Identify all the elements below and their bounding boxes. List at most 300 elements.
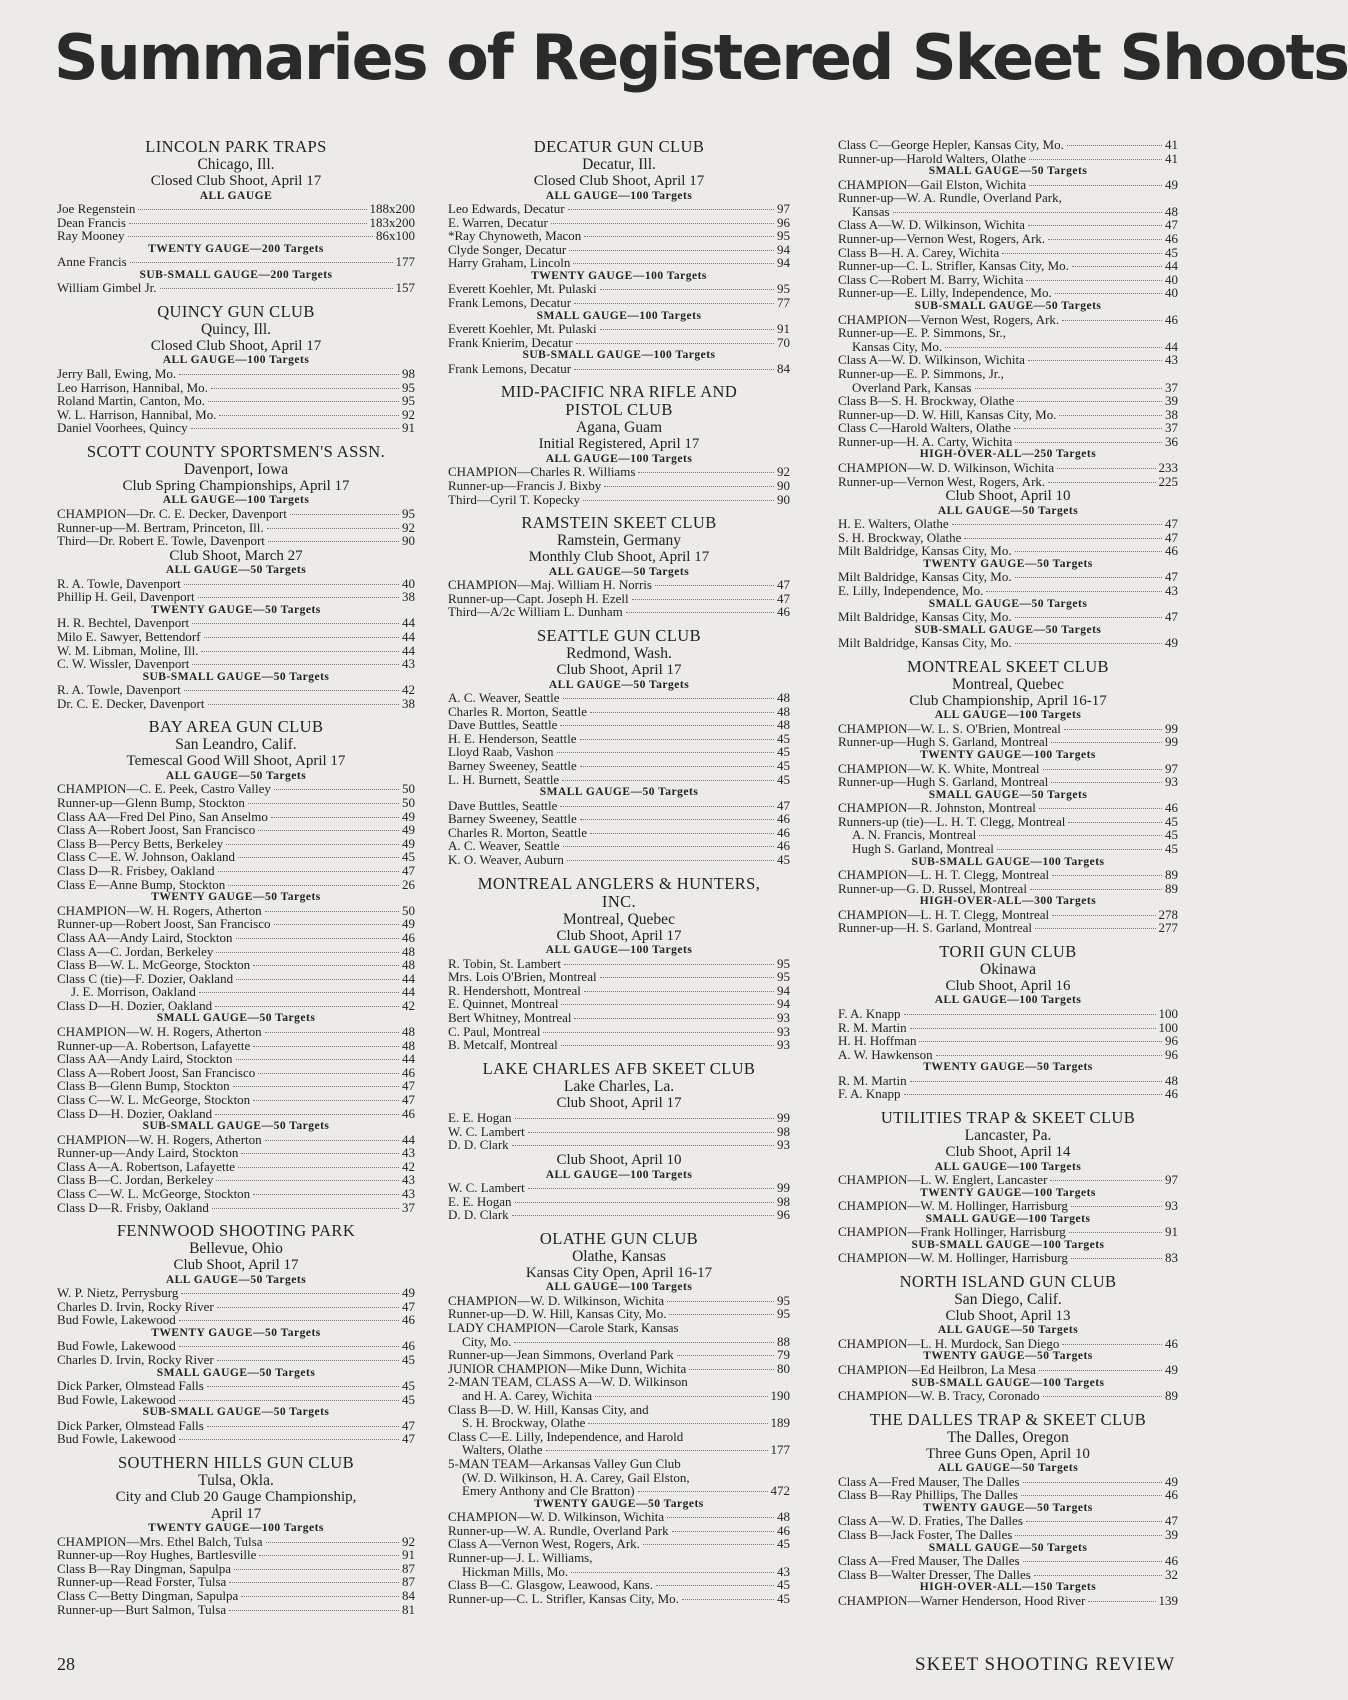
result-row — [448, 1321, 790, 1335]
result-row — [448, 957, 790, 971]
shooter-name: Class AA—Andy Laird, Stockton — [57, 929, 233, 945]
shooter-name: Leo Edwards, Decatur — [448, 201, 565, 216]
score: 26 — [402, 876, 415, 892]
shooter-name: Overland Park, Kansas — [852, 379, 972, 395]
result-row — [57, 408, 415, 422]
result-row — [57, 782, 415, 796]
shooter-name: Class A—Vernon West, Rogers, Ark. — [448, 1536, 640, 1552]
result-row — [448, 773, 790, 787]
result-row — [57, 1339, 415, 1353]
score: 49 — [402, 916, 415, 932]
event-category: TWENTY GAUGE—200 Targets — [148, 242, 324, 255]
event-category: ALL GAUGE — [199, 189, 273, 202]
dot-leader — [1015, 551, 1162, 552]
dot-leader — [216, 1180, 399, 1181]
result-row — [448, 799, 790, 813]
shooter-name: E. E. Hogan — [448, 1193, 512, 1209]
shooter-name: Class C—George Hepler, Kansas City, Mo. — [838, 137, 1064, 152]
club-location: Davenport, Iowa — [183, 460, 289, 478]
result-row — [838, 138, 1178, 152]
dot-leader — [1014, 428, 1162, 429]
score: 40 — [1165, 285, 1178, 301]
result-row — [448, 1443, 790, 1457]
shooter-name: Runner-up—H. A. Carty, Wichita — [838, 433, 1013, 449]
score: 95 — [777, 955, 790, 971]
shooter-name: K. O. Weaver, Auburn — [448, 852, 564, 868]
dot-leader — [1068, 822, 1162, 823]
shooter-name: 5-MAN TEAM—Arkansas Valley Gun Club — [448, 1455, 681, 1471]
dot-leader — [945, 347, 1162, 348]
dot-leader — [574, 369, 774, 370]
score: 41 — [1165, 137, 1178, 152]
result-row — [57, 837, 415, 851]
result-row — [57, 683, 415, 697]
shooter-name: Runner-up—Harold Walters, Olathe — [838, 150, 1026, 166]
dot-leader — [1026, 280, 1162, 281]
result-row — [838, 801, 1178, 815]
shooter-name: CHAMPION—W. H. Rogers, Atherton — [57, 1131, 262, 1147]
event-category: ALL GAUGE—100 Targets — [545, 189, 693, 202]
score: 48 — [402, 1023, 415, 1039]
result-row — [838, 286, 1178, 300]
dot-leader — [643, 1544, 774, 1545]
result-row — [57, 381, 415, 395]
shooter-name: A. N. Francis, Montreal — [852, 827, 977, 843]
club-name: THE DALLES TRAP & SKEET CLUB — [869, 1409, 1147, 1429]
score: 177 — [770, 1442, 790, 1458]
result-row — [838, 1034, 1178, 1048]
score: 48 — [777, 703, 790, 719]
score: 88 — [777, 1333, 790, 1349]
shooter-name: Runner-up—H. S. Garland, Montreal — [838, 920, 1032, 936]
dot-leader — [1017, 401, 1162, 402]
dot-leader — [1043, 769, 1163, 770]
event-category: SMALL GAUGE—50 Targets — [156, 1366, 316, 1379]
event-category: TWENTY GAUGE—100 Targets — [920, 1186, 1096, 1199]
score: 46 — [1165, 800, 1178, 816]
score: 100 — [1158, 1019, 1178, 1035]
result-row — [838, 775, 1178, 789]
score: 38 — [402, 589, 415, 605]
result-row — [57, 1066, 415, 1080]
event-title: Club Shoot, April 14 — [945, 1144, 1071, 1160]
result-row — [57, 1589, 415, 1603]
score: 46 — [777, 604, 790, 620]
result-row — [448, 216, 790, 230]
dot-leader — [191, 428, 399, 429]
score: 48 — [402, 957, 415, 973]
score: 47 — [402, 1417, 415, 1433]
result-row — [838, 1568, 1178, 1582]
result-row — [448, 812, 790, 826]
shooter-name: Runner-up—Glenn Bump, Stockton — [57, 795, 245, 811]
shooter-name: Milt Baldridge, Kansas City, Mo. — [838, 543, 1012, 559]
dot-leader — [1052, 875, 1162, 876]
dot-leader — [561, 1045, 774, 1046]
result-row — [448, 322, 790, 336]
result-row — [57, 644, 415, 658]
shooter-name: R. A. Towle, Davenport — [57, 682, 181, 698]
result-row — [57, 1393, 415, 1407]
event-category: TWENTY GAUGE—50 Targets — [151, 1326, 321, 1339]
score: 45 — [1165, 840, 1178, 856]
dot-leader — [574, 1018, 774, 1019]
dot-leader — [590, 712, 774, 713]
score: 45 — [402, 849, 415, 865]
score: 93 — [777, 1137, 790, 1153]
result-row — [448, 1389, 790, 1403]
result-row — [838, 868, 1178, 882]
dot-leader — [667, 1517, 774, 1518]
shooter-name: Class B—Glenn Bump, Stockton — [57, 1078, 230, 1094]
score: 70 — [777, 334, 790, 350]
dot-leader — [160, 288, 393, 289]
result-row — [838, 394, 1178, 408]
shooter-name: JUNIOR CHAMPION—Mike Dunn, Wichita — [448, 1360, 687, 1376]
result-row — [57, 1039, 415, 1053]
score: 50 — [402, 795, 415, 811]
shooter-name: Bud Fowle, Lakewood — [57, 1391, 176, 1407]
dot-leader — [219, 415, 399, 416]
score: 47 — [1165, 529, 1178, 545]
dot-leader — [265, 911, 399, 912]
shooter-name: Class D—H. Dozier, Oakland — [57, 997, 213, 1013]
club-name: OLATHE GUN CLUB — [539, 1228, 699, 1248]
shooter-name: Class C—Robert M. Barry, Wichita — [838, 271, 1024, 287]
result-row — [448, 1592, 790, 1606]
dot-leader — [919, 1041, 1162, 1042]
result-row — [448, 997, 790, 1011]
dot-leader — [204, 637, 399, 638]
shooter-name: Class C—E. Lilly, Independence, and Harold — [448, 1428, 684, 1444]
result-row — [838, 1199, 1178, 1213]
score: 99 — [1165, 720, 1178, 736]
score: 93 — [1165, 1198, 1178, 1214]
dot-leader — [217, 1360, 399, 1361]
shooter-name: and H. A. Carey, Wichita — [462, 1388, 593, 1403]
result-row — [838, 381, 1178, 395]
event-category: SUB-SMALL GAUGE—50 Targets — [142, 1120, 330, 1133]
result-row — [838, 544, 1178, 558]
result-row — [448, 1578, 790, 1592]
event-title: Club Shoot, April 10 — [945, 488, 1071, 505]
result-row — [838, 435, 1178, 449]
dot-leader — [571, 1572, 774, 1573]
shooter-name: Class C (tie)—F. Dozier, Oakland — [57, 970, 234, 986]
score: 43 — [402, 656, 415, 672]
event-title: Closed Club Shoot, April 17 — [533, 173, 705, 189]
event-category: TWENTY GAUGE—100 Targets — [148, 1522, 324, 1535]
result-row — [448, 853, 790, 867]
shooter-name: Milt Baldridge, Kansas City, Mo. — [838, 609, 1012, 625]
dot-leader — [236, 979, 399, 980]
shooter-name: Class A—Robert Joost, San Francisco — [57, 822, 256, 838]
result-row — [448, 1510, 790, 1524]
shooter-name: City, Mo. — [462, 1333, 512, 1349]
result-row — [448, 362, 790, 376]
score: 157 — [395, 280, 415, 296]
shooter-name: Bud Fowle, Lakewood — [57, 1312, 176, 1328]
dot-leader — [184, 690, 399, 691]
event-category: ALL GAUGE—50 Targets — [548, 565, 690, 578]
result-row — [57, 878, 415, 892]
event-category: ALL GAUGE—50 Targets — [548, 678, 690, 691]
result-row — [57, 1201, 415, 1215]
dot-leader — [1048, 239, 1162, 240]
dot-leader — [588, 1423, 767, 1424]
shooter-name: Class D—R. Frisby, Oakland — [57, 1199, 209, 1215]
score: 50 — [402, 902, 415, 918]
score: 39 — [1165, 393, 1178, 409]
result-row — [838, 1475, 1178, 1489]
score: 177 — [395, 254, 415, 270]
dot-leader — [952, 524, 1162, 525]
dot-leader — [181, 1293, 399, 1294]
result-row — [57, 255, 415, 269]
score: 49 — [1165, 1473, 1178, 1489]
result-row — [57, 985, 415, 999]
dot-leader — [1015, 643, 1162, 644]
result-row — [57, 1379, 415, 1393]
dot-leader — [1015, 1535, 1162, 1536]
result-row — [57, 1025, 415, 1039]
result-row — [838, 1514, 1178, 1528]
shooter-name: CHAMPION—Gail Elston, Wichita — [838, 176, 1027, 192]
score: 83 — [1165, 1250, 1178, 1266]
result-row — [838, 461, 1178, 475]
dot-leader — [528, 1188, 774, 1189]
result-row — [838, 1363, 1178, 1377]
dot-leader — [564, 964, 774, 965]
shooter-name: Class A—W. D. Fraties, The Dalles — [838, 1513, 1023, 1529]
event-title: Club Shoot, April 16 — [945, 977, 1071, 994]
dot-leader — [1059, 415, 1162, 416]
result-row — [838, 882, 1178, 896]
dot-leader — [268, 541, 399, 542]
score: 47 — [1165, 516, 1178, 532]
shooter-name: Bud Fowle, Lakewood — [57, 1431, 176, 1447]
shooter-name: Runner-up—E. Lilly, Independence, Mo. — [838, 285, 1052, 301]
result-row — [448, 1416, 790, 1430]
dot-leader — [1071, 1258, 1162, 1259]
score: 93 — [777, 1010, 790, 1025]
score: 38 — [1165, 406, 1178, 422]
result-row — [57, 281, 415, 295]
score: 97 — [1165, 760, 1178, 776]
shooter-name: Class B—Walter Dresser, The Dalles — [838, 1566, 1031, 1582]
shooter-name: W. M. Libman, Moline, Ill. — [57, 642, 199, 658]
shooter-name: CHAMPION—Mrs. Ethel Balch, Tulsa — [57, 1533, 263, 1549]
score: 45 — [1165, 813, 1178, 829]
shooter-name: Runner-up—E. P. Simmons, Jr., — [838, 365, 1004, 381]
dot-leader — [1055, 293, 1162, 294]
event-category: TWENTY GAUGE—50 Targets — [151, 603, 321, 616]
dot-leader — [1062, 320, 1162, 321]
result-row — [57, 972, 415, 986]
dot-leader — [512, 1215, 774, 1216]
shooter-name: Class B—S. H. Brockway, Olathe — [838, 393, 1015, 409]
result-row — [57, 1052, 415, 1066]
dot-leader — [986, 591, 1162, 592]
dot-leader — [274, 789, 399, 790]
result-row — [448, 605, 790, 619]
result-row — [448, 592, 790, 606]
shooter-name: CHAMPION—W. L. S. O'Brien, Montreal — [838, 720, 1061, 736]
event-category: SMALL GAUGE—50 Targets — [156, 1012, 316, 1025]
score: 47 — [402, 863, 415, 879]
dot-leader — [212, 1208, 399, 1209]
shooter-name: Runner-up—Hugh S. Garland, Montreal — [838, 734, 1049, 750]
score: 46 — [402, 1312, 415, 1328]
dot-leader — [512, 1145, 774, 1146]
dot-leader — [228, 885, 399, 886]
shooter-name: C. Paul, Montreal — [448, 1023, 541, 1039]
result-row — [838, 475, 1178, 489]
score: 277 — [1158, 920, 1178, 936]
score: 48 — [777, 717, 790, 733]
shooter-name: Harry Graham, Lincoln — [448, 255, 571, 271]
score: 46 — [1165, 1487, 1178, 1503]
result-row — [448, 1375, 790, 1389]
score: 49 — [402, 822, 415, 838]
shooter-name: Charles R. Morton, Seattle — [448, 824, 588, 840]
result-row — [57, 904, 415, 918]
result-row — [838, 722, 1178, 736]
score: 96 — [777, 1207, 790, 1223]
result-row — [838, 815, 1178, 829]
score: 47 — [777, 590, 790, 606]
result-row — [838, 921, 1178, 935]
result-row — [838, 191, 1178, 205]
shooter-name: Third—Dr. Robert E. Towle, Davenport — [57, 533, 265, 549]
score: 46 — [1165, 543, 1178, 559]
result-row — [448, 1011, 790, 1025]
shooter-name: Runner-up—Andy Laird, Stockton — [57, 1145, 239, 1161]
score: 32 — [1165, 1566, 1178, 1582]
result-row — [838, 367, 1178, 381]
shooter-name: Milt Baldridge, Kansas City, Mo. — [838, 635, 1012, 651]
result-row — [448, 1307, 790, 1321]
shooter-name: Runner-up—Capt. Joseph H. Ezell — [448, 590, 629, 606]
score: 36 — [1165, 433, 1178, 449]
dot-leader — [1015, 577, 1162, 578]
shooter-name: W. C. Lambert — [448, 1123, 525, 1139]
result-row — [448, 202, 790, 216]
club-name: FENNWOOD SHOOTING PARK — [116, 1221, 356, 1241]
shooter-name: E. Lilly, Independence, Mo. — [838, 583, 984, 599]
score: 98 — [777, 1193, 790, 1209]
result-row — [448, 839, 790, 853]
dot-leader — [238, 857, 399, 858]
score: 91 — [402, 420, 415, 436]
score: 45 — [402, 1378, 415, 1394]
shooter-name: CHAMPION—W. D. Wilkinson, Wichita — [838, 459, 1055, 475]
shooter-name: CHAMPION—W. D. Wilkinson, Wichita — [448, 1509, 665, 1525]
result-row — [838, 1528, 1178, 1542]
dot-leader — [584, 991, 774, 992]
score: 43 — [402, 1186, 415, 1201]
dot-leader — [259, 1555, 399, 1556]
shooter-name: Runner-up—Burt Salmon, Tulsa — [57, 1601, 227, 1617]
shooter-name: Class B—Percy Betts, Berkeley — [57, 835, 224, 851]
dot-leader — [1028, 225, 1162, 226]
result-row — [448, 705, 790, 719]
shooter-name: Runner-up—Robert Joost, San Francisco — [57, 916, 271, 932]
event-title: City and Club 20 Gauge Championship, — [115, 1489, 357, 1506]
dot-leader — [233, 1086, 399, 1087]
result-row — [57, 1187, 415, 1201]
score: 95 — [777, 281, 790, 297]
shooter-name: A. C. Weaver, Seattle — [448, 690, 560, 705]
club-name: MONTREAL SKEET CLUB — [907, 656, 1109, 676]
result-row — [448, 1537, 790, 1551]
result-row — [57, 823, 415, 837]
dot-leader — [238, 1167, 399, 1168]
score: 47 — [1165, 1513, 1178, 1529]
dot-leader — [604, 486, 774, 487]
shooter-name: Class A—Robert Joost, San Francisco — [57, 1064, 256, 1080]
dot-leader — [551, 223, 774, 224]
score: 46 — [1165, 1086, 1178, 1102]
dot-leader — [528, 1132, 774, 1133]
shooter-name: D. D. Clark — [448, 1137, 509, 1153]
club-name: SCOTT COUNTY SPORTSMEN'S ASSN. — [86, 441, 386, 461]
result-row — [57, 1548, 415, 1562]
event-category: ALL GAUGE—50 Targets — [165, 1273, 307, 1286]
result-row — [448, 243, 790, 257]
dot-leader — [568, 209, 774, 210]
dot-leader — [253, 965, 399, 966]
shooter-name: Class A—Fred Mauser, The Dalles — [838, 1553, 1020, 1569]
dot-leader — [229, 1610, 399, 1611]
dot-leader — [1051, 782, 1162, 783]
shooter-name: S. H. Brockway, Olathe — [462, 1415, 586, 1431]
shooter-name: H. R. Bechtel, Davenport — [57, 615, 190, 631]
shooter-name: A. W. Hawkenson — [838, 1046, 933, 1062]
dot-leader — [964, 538, 1162, 539]
shooter-name: Runners-up (tie)—L. H. T. Clegg, Montreal — [838, 813, 1066, 829]
result-row — [57, 630, 415, 644]
result-row — [448, 1208, 790, 1222]
club-name: DECATUR GUN CLUB — [533, 137, 705, 156]
club-name: UTILITIES TRAP & SKEET CLUB — [880, 1108, 1136, 1127]
result-row — [448, 718, 790, 732]
result-row — [57, 864, 415, 878]
score: 40 — [1165, 271, 1178, 287]
result-row — [838, 152, 1178, 166]
dot-leader — [1039, 1370, 1162, 1371]
score: 47 — [402, 1298, 415, 1314]
result-row — [57, 507, 415, 521]
shooter-name: W. C. Lambert — [448, 1180, 525, 1196]
dot-leader — [1050, 1180, 1162, 1181]
result-row — [448, 1038, 790, 1052]
score: 44 — [402, 642, 415, 658]
dot-leader — [199, 992, 399, 993]
dot-leader — [569, 250, 774, 251]
shooter-name: Dave Buttles, Seattle — [448, 717, 558, 733]
result-row — [448, 984, 790, 998]
dot-leader — [236, 938, 400, 939]
dot-leader — [207, 1386, 399, 1387]
shooter-name: Class C—W. L. McGeorge, Stockton — [57, 1091, 251, 1107]
club-location: Lake Charles, La. — [563, 1077, 675, 1095]
shooter-name: Lloyd Raab, Vashon — [448, 744, 554, 760]
score: 44 — [402, 970, 415, 986]
shooter-name: Everett Koehler, Mt. Pulaski — [448, 321, 597, 337]
dot-leader — [567, 860, 774, 861]
score: 46 — [1165, 311, 1178, 327]
